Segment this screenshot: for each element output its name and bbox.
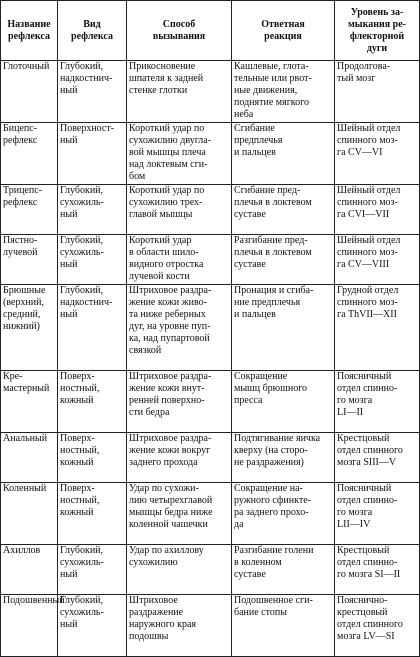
table-row <box>1 545 420 595</box>
reflex-method-cell: Короткий удар по сухожилию трех- главой мышцы <box>127 185 232 235</box>
reflex-name-cell: Пястно- лучевой <box>1 235 58 285</box>
reflex-name-cell: Бицепс- рефлекс <box>1 123 58 185</box>
reflex-name-cell: Трицепс- рефлекс <box>1 185 58 235</box>
reflex-name-cell: Ахиллов <box>1 545 58 595</box>
reflex-method-cell: Прикосновение шпателя к задней стенке глотки <box>127 61 232 123</box>
column-header-method: Способ вызывания <box>127 1 232 61</box>
table-row <box>1 433 420 483</box>
reflex-level-cell: Шейный отдел спинного моз- га CV—VIII <box>335 235 420 285</box>
reflex-level-cell: Продолгова- тый мозг <box>335 61 420 123</box>
reflex-response-cell: Подтягивание яичка кверху (на сторо- не раздражения) <box>232 433 335 483</box>
reflex-name-cell: Подошвенный <box>1 595 58 657</box>
table-row <box>1 123 420 185</box>
reflex-type-cell: Глубокий, сухожиль- ный <box>58 235 127 285</box>
reflex-level-cell: Крестцовый отдел спинного мозга SIII—V <box>335 433 420 483</box>
reflex-response-cell: Кашлевые, глота- тельные или рвот- ные движения, поднятие мягкого неба <box>232 61 335 123</box>
reflex-type-cell: Глубокий, надкостнич- ный <box>58 285 127 371</box>
reflex-level-cell: Шейный отдел спинного моз- га CVI—VII <box>335 185 420 235</box>
reflex-type-cell: Глубокий, сухожиль- ный <box>58 545 127 595</box>
reflex-type-cell: Поверхност- ный <box>58 123 127 185</box>
reflex-method-cell: Штриховое раздражение наружного края подошвы <box>127 595 232 657</box>
reflex-type-cell: Глубокий, надкостнич- ный <box>58 61 127 123</box>
reflex-level-cell: Пояснично- крестцовый отдел спинного мозга LV—SI <box>335 595 420 657</box>
reflex-name-cell: Брюшные (верхний, средний, нижний) <box>1 285 58 371</box>
table-body <box>1 61 420 657</box>
reflex-level-cell: Крестцовый отдел спинно- го мозга SI—II <box>335 545 420 595</box>
reflex-level-cell: Шейный отдел спинного моз- га CV—VI <box>335 123 420 185</box>
reflex-level-cell: Грудной отдел спинного моз- га ThVII—XII <box>335 285 420 371</box>
reflex-response-cell: Подошвенное сги- бание стопы <box>232 595 335 657</box>
reflex-response-cell: Сгибание пред- плечья в локтевом суставе <box>232 185 335 235</box>
reflex-response-cell: Сгибание предплечья и пальцев <box>232 123 335 185</box>
reflex-method-cell: Короткий удар по сухожилию двугла- вой мышцы плеча над локтевым сги- бом <box>127 123 232 185</box>
table-row <box>1 61 420 123</box>
reflex-name-cell: Кре- мастерный <box>1 371 58 433</box>
reflex-type-cell: Поверх- ностный, кожный <box>58 483 127 545</box>
header-row <box>1 1 420 61</box>
reflex-method-cell: Удар по ахиллову сухожилию <box>127 545 232 595</box>
column-header-response: Ответная реакция <box>232 1 335 61</box>
column-header-level: Уровень за- мыкания ре- флекторной дуги <box>335 1 420 61</box>
reflex-method-cell: Удар по сухожи- лию четырехглавой мышцы бедра ниже коленной чашечки <box>127 483 232 545</box>
table-row <box>1 595 420 657</box>
reflex-method-cell: Штриховое раздра- жение кожи живо- та ниже реберных дуг, на уровне пуп- ка, над пупартовой связкой <box>127 285 232 371</box>
table-row <box>1 483 420 545</box>
reflex-type-cell: Глубокий, сухожиль- ный <box>58 185 127 235</box>
reflex-name-cell: Анальный <box>1 433 58 483</box>
column-header-type: Вид рефлекса <box>58 1 127 61</box>
reflex-method-cell: Короткий удар в области шило- видного отростка лучевой кости <box>127 235 232 285</box>
table-row <box>1 371 420 433</box>
reflex-type-cell: Поверх- ностный, кожный <box>58 371 127 433</box>
reflex-level-cell: Поясничный отдел спинно- го мозга LII—IV <box>335 483 420 545</box>
reflex-level-cell: Поясничный отдел спинно- го мозга LI—II <box>335 371 420 433</box>
reflex-name-cell: Глоточный <box>1 61 58 123</box>
table-row <box>1 285 420 371</box>
reflex-response-cell: Сокращение мышц брюшного пресса <box>232 371 335 433</box>
table-header <box>1 1 420 61</box>
column-header-name: Название рефлекса <box>1 1 58 61</box>
reflex-response-cell: Пронация и сгиба- ние предплечья и пальцев <box>232 285 335 371</box>
reflex-method-cell: Штриховое раздра- жение кожи вокруг заднего прохода <box>127 433 232 483</box>
reflex-name-cell: Коленный <box>1 483 58 545</box>
reflex-type-cell: Глубокий, сухожиль- ный <box>58 595 127 657</box>
reflex-type-cell: Поверх- ностный, кожный <box>58 433 127 483</box>
reflex-response-cell: Разгибание пред- плечья в локтевом суставе <box>232 235 335 285</box>
reflex-response-cell: Разгибание голени в коленном суставе <box>232 545 335 595</box>
table-row <box>1 185 420 235</box>
reflex-response-cell: Сокращение на- ружного сфинкте- ра заднего прохо- да <box>232 483 335 545</box>
table-row <box>1 235 420 285</box>
reflex-method-cell: Штриховое раздра- жение кожи внут- ренней поверхно- сти бедра <box>127 371 232 433</box>
